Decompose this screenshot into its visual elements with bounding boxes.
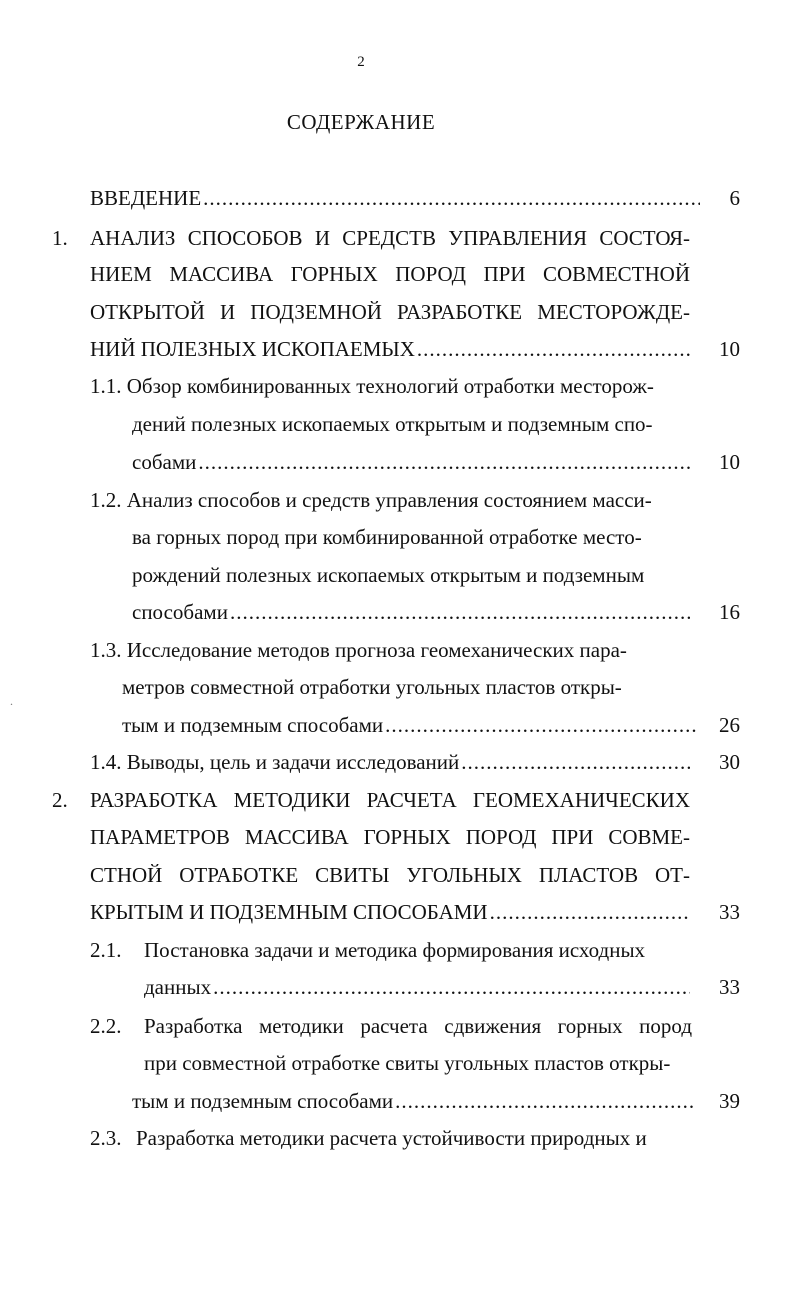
section-1-2-line-1: 1.2. Анализ способов и средств управления состоянием масси- (90, 488, 652, 512)
section-2-1-line-1: Постановка задачи и методика формирования исходных (144, 938, 646, 962)
page-number: 2 (357, 54, 365, 70)
leader-dots (490, 898, 690, 926)
toc-page-1-4: 30 (719, 750, 740, 774)
section-1-1-line-3 (132, 448, 692, 476)
toc-entry-intro (90, 184, 702, 212)
toc-page-1-3: 26 (719, 713, 740, 737)
section-2-2-line-3-text: тым и подземным способами (132, 1089, 394, 1113)
section-1-3-line-3-text: тым и подземным способами (122, 713, 384, 737)
section-1-1-line-2: дений полезных ископаемых открытым и подземным спо- (132, 412, 653, 436)
toc-page-1-2: 16 (719, 600, 740, 624)
section-2-3-line-1: Разработка методики расчета устойчивости природных и (136, 1126, 647, 1150)
section-2-2-line-1: Разработка методики расчета сдвижения горных пород (144, 1014, 692, 1038)
leader-dots (417, 335, 690, 363)
section-1-4 (90, 748, 692, 776)
leader-dots (395, 1087, 696, 1115)
section-1-2-line-3: рождений полезных ископаемых открытым и подземным (132, 563, 645, 587)
section-1-2-line-2: ва горных пород при комбинированной отработке место- (132, 525, 642, 549)
chapter-2-line-4 (90, 898, 692, 926)
section-2-2-line-3 (132, 1087, 698, 1115)
leader-dots (230, 598, 690, 626)
section-2-3-number: 2.3. (90, 1126, 122, 1150)
toc-title: СОДЕРЖАНИЕ (286, 110, 436, 134)
chapter-1-line-4-text: НИЙ ПОЛЕЗНЫХ ИСКОПАЕМЫХ (90, 337, 415, 361)
chapter-2-line-1: РАЗРАБОТКА МЕТОДИКИ РАСЧЕТА ГЕОМЕХАНИЧЕСКИХ (90, 788, 690, 812)
section-1-2-line-4-text: способами (132, 600, 228, 624)
chapter-2-line-3: СТНОЙ ОТРАБОТКЕ СВИТЫ УГОЛЬНЫХ ПЛАСТОВ ОТ- (90, 863, 690, 887)
toc-page-2-2: 39 (719, 1089, 740, 1113)
section-1-3-line-1: 1.3. Исследование методов прогноза геомеханических пара- (90, 638, 627, 662)
leader-dots (385, 711, 696, 739)
scan-artifact: . (10, 694, 13, 708)
section-2-2-line-2: при совместной отработке свиты угольных пластов откры- (144, 1051, 671, 1075)
section-2-1-number: 2.1. (90, 938, 122, 962)
toc-page-2-1: 33 (719, 975, 740, 999)
section-1-1-line-3-text: собами (132, 450, 197, 474)
leader-dots (461, 748, 690, 776)
chapter-2-line-4-text: КРЫТЫМ И ПОДЗЕМНЫМ СПОСОБАМИ (90, 900, 488, 924)
section-1-3-line-2: метров совместной отработки угольных пластов откры- (122, 675, 622, 699)
chapter-1-line-3: ОТКРЫТОЙ И ПОДЗЕМНОЙ РАЗРАБОТКЕ МЕСТОРОЖДЕ- (90, 300, 690, 324)
leader-dots (203, 184, 700, 212)
section-1-2-line-4 (132, 598, 692, 626)
section-1-4-text: 1.4. Выводы, цель и задачи исследований (90, 750, 460, 774)
toc-page-1-1: 10 (719, 450, 740, 474)
toc-page-intro: 6 (729, 186, 740, 210)
section-1-1-line-1: 1.1. Обзор комбинированных технологий отработки месторож- (90, 374, 654, 398)
chapter-1-line-2: НИЕМ МАССИВА ГОРНЫХ ПОРОД ПРИ СОВМЕСТНОЙ (90, 262, 690, 286)
chapter-2-number: 2. (52, 788, 68, 812)
section-1-3-line-3 (122, 711, 698, 739)
section-2-2-number: 2.2. (90, 1014, 122, 1038)
toc-page-chapter-1: 10 (719, 337, 740, 361)
section-2-1-line-2 (144, 973, 692, 1001)
chapter-1-number: 1. (52, 226, 68, 250)
leader-dots (198, 448, 690, 476)
section-2-1-line-2-text: данных (144, 975, 212, 999)
leader-dots (213, 973, 690, 1001)
toc-entry-intro-text: ВВЕДЕНИЕ (90, 186, 202, 210)
chapter-1-line-4 (90, 335, 692, 363)
chapter-2-line-2: ПАРАМЕТРОВ МАССИВА ГОРНЫХ ПОРОД ПРИ СОВМЕ- (90, 825, 690, 849)
chapter-1-line-1: АНАЛИЗ СПОСОБОВ И СРЕДСТВ УПРАВЛЕНИЯ СОСТОЯ- (90, 226, 690, 250)
toc-page-chapter-2: 33 (719, 900, 740, 924)
